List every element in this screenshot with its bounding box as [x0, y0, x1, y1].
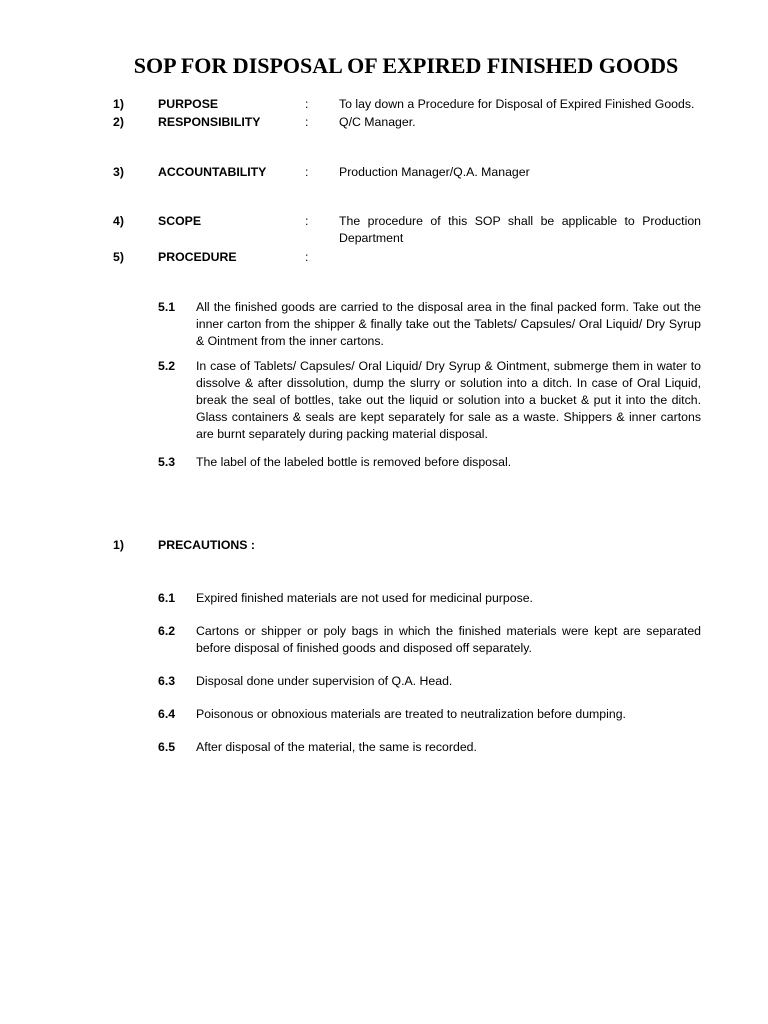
step-text: All the finished goods are carried to the disposal area in the final packed form. Take out the inner carton from the shipper & finally take out the Tablets/ Capsules/ Oral Liquid/ Dry Syrup & Ointment from the inner cartons. [196, 300, 701, 348]
precaution-text: Poisonous or obnoxious materials are treated to neutralization before dumping. [196, 707, 626, 721]
step-number: 5.1 [158, 300, 176, 314]
section-value-responsibility: Q/C Manager. [339, 115, 416, 129]
step-text: The label of the labeled bottle is removed before disposal. [196, 455, 512, 469]
document-title: SOP FOR DISPOSAL OF EXPIRED FINISHED GOODS [133, 53, 679, 78]
precaution-number: 6.5 [158, 740, 176, 754]
section-colon: : [305, 214, 309, 228]
section-colon: : [305, 165, 309, 179]
precaution-text: Cartons or shipper or poly bags in which the finished materials were kept are separated before disposal of finished goods and disposed off separately. [196, 624, 701, 655]
precautions-label: PRECAUTIONS : [158, 538, 256, 552]
precaution-text: Expired finished materials are not used for medicinal purpose. [196, 591, 533, 605]
section-number: 2) [113, 115, 124, 129]
section-number: 5) [113, 250, 124, 264]
section-colon: : [305, 115, 309, 129]
section-label-accountability: ACCOUNTABILITY [158, 165, 267, 179]
precaution-number: 6.3 [158, 674, 176, 688]
section-number: 3) [113, 165, 124, 179]
step-number: 5.3 [158, 455, 176, 469]
section-value-purpose: To lay down a Procedure for Disposal of Expired Finished Goods. [339, 97, 695, 111]
precaution-text: Disposal done under supervision of Q.A. Head. [196, 674, 453, 688]
section-colon: : [305, 97, 309, 111]
section-number: 1) [113, 97, 124, 111]
step-number: 5.2 [158, 359, 176, 373]
section-label-purpose: PURPOSE [158, 97, 219, 111]
precaution-text: After disposal of the material, the same is recorded. [196, 740, 477, 754]
precaution-number: 6.4 [158, 707, 176, 721]
precautions-number: 1) [113, 538, 124, 552]
section-value-accountability: Production Manager/Q.A. Manager [339, 165, 530, 179]
section-label-procedure: PROCEDURE [158, 250, 237, 264]
precaution-number: 6.2 [158, 624, 176, 638]
section-colon: : [305, 250, 309, 264]
section-number: 4) [113, 214, 124, 228]
section-value-scope: The procedure of this SOP shall be applicable to Production Department [339, 214, 701, 245]
precaution-number: 6.1 [158, 591, 176, 605]
section-label-scope: SCOPE [158, 214, 202, 228]
step-text: In case of Tablets/ Capsules/ Oral Liquid/ Dry Syrup & Ointment, submerge them in water to dissolve & after dissolution, dump the slurry or solution into a ditch. In case of Oral Liquid, break the seal of bottles, take out the liquid or solution into a bucket & put it into the ditch. Glass containers & seals are kept separately for sale as a waste. Shippers & inner cartons are burnt separately during packing material disposal. [196, 359, 701, 441]
section-label-responsibility: RESPONSIBILITY [158, 115, 261, 129]
